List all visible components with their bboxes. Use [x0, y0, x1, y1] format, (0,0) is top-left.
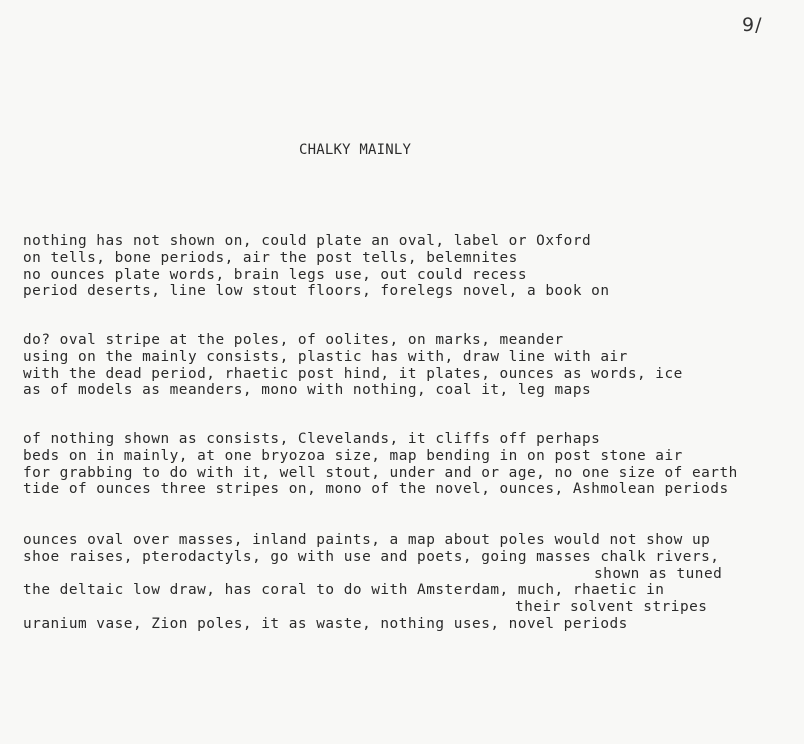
poem-title: CHALKY MAINLY: [299, 142, 412, 158]
poem-line: do? oval stripe at the poles, of oolites, on marks, meander: [23, 332, 564, 348]
stanza: [23, 332, 683, 399]
poem-line: shoe raises, pterodactyls, go with use and poets, going masses chalk rivers,: [23, 548, 720, 565]
poem-line-indented: shown as tuned: [594, 565, 723, 582]
poem-line: uranium vase, Zion poles, it as waste, nothing uses, novel periods: [23, 615, 628, 632]
poem-line: for grabbing to do with it, well stout, under and or age, no one size of earth: [23, 464, 738, 481]
poem-line: using on the mainly consists, plastic has with, draw line with air: [23, 348, 628, 365]
poem-line: with the dead period, rhaetic post hind, it plates, ounces as words, ice: [23, 365, 683, 382]
poem-line: as of models as meanders, mono with nothing, coal it, leg maps: [23, 382, 592, 399]
poem-line: ounces oval over masses, inland paints, a map about poles would not show up: [23, 532, 711, 548]
poem-line: the deltaic low draw, has coral to do with Amsterdam, much, rhaetic in: [23, 582, 665, 599]
stanza: [23, 233, 610, 300]
poem-line: period deserts, line low stout floors, forelegs novel, a book on: [23, 283, 610, 300]
poem-line: nothing has not shown on, could plate an oval, label or Oxford: [23, 233, 592, 249]
poem-line: tide of ounces three stripes on, mono of the novel, ounces, Ashmolean periods: [23, 481, 729, 498]
poem-line: of nothing shown as consists, Clevelands, it cliffs off perhaps: [23, 431, 601, 447]
stanza: [23, 532, 722, 633]
poem-line: no ounces plate words, brain legs use, out could recess: [23, 266, 528, 283]
poem-line: on tells, bone periods, air the post tells, belemnites: [23, 249, 518, 266]
poem-line-indented: their solvent stripes: [515, 599, 708, 616]
poem-line: beds on in mainly, at one bryozoa size, map bending in on post stone air: [23, 447, 683, 464]
page-number: 9/: [742, 14, 763, 36]
stanza: [23, 431, 738, 498]
